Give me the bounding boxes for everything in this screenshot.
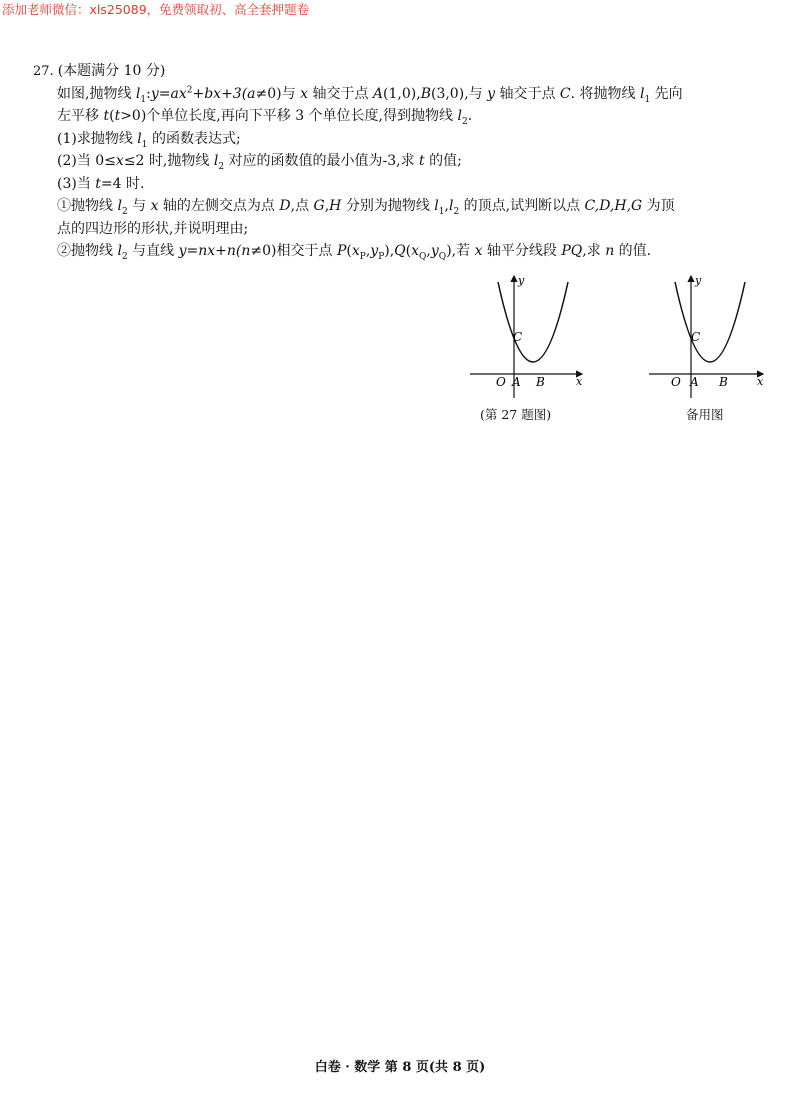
score-note: (本题满分 10 分) bbox=[57, 63, 166, 79]
page-footer: 白卷 · 数学 第 8 页(共 8 页) bbox=[314, 1060, 486, 1075]
point-a-label: A bbox=[512, 375, 521, 389]
problem-stem-line-1: 如图,抛物线 $l_1:y=ax^2+bx+3(a\ne 0)$与 x 轴交于点 A(1,0),B(3,0),与 y 轴交于点 C. 将抛物线 $l_1$ 先向 bbox=[57, 84, 683, 105]
point-b-label: B bbox=[719, 375, 728, 389]
point-a-label: A bbox=[690, 375, 699, 389]
question-3-1-cont: 点的四边形的形状,并说明理由; bbox=[57, 220, 249, 237]
origin-label: O bbox=[496, 375, 506, 389]
problem-27 bbox=[33, 60, 773, 263]
point-c-label: C bbox=[691, 330, 701, 344]
main-figure bbox=[468, 272, 588, 402]
parabola-curve bbox=[675, 282, 745, 362]
x-axis-label: x bbox=[576, 375, 583, 388]
point-b-label: B bbox=[536, 375, 545, 389]
parabola-curve bbox=[498, 282, 568, 362]
origin-label: O bbox=[671, 375, 681, 389]
y-axis-label: y bbox=[518, 274, 525, 287]
y-axis-label: y bbox=[695, 274, 702, 287]
problem-stem-line-2: 左平移 t(t>0)个单位长度,再向下平移 3 个单位长度,得到抛物线 $l_2$. bbox=[57, 108, 473, 127]
question-2: (2)当 0≤x≤2 时,抛物线 $l_2$ 对应的函数值的最小值为-3,求 t 的值; bbox=[57, 153, 462, 172]
question-1: (1)求抛物线 $l_1$ 的函数表达式; bbox=[57, 130, 241, 150]
problem-header bbox=[33, 60, 773, 83]
point-c-label: C bbox=[513, 330, 523, 344]
problem-number: 27. bbox=[33, 64, 54, 79]
question-3-1: ①抛物线 $l_2$ 与 x 轴的左侧交点为点 D,点 G,H 分别为抛物线 $l_1,l_2$ 的顶点,试判断以点 C,D,H,G 为顶 bbox=[57, 198, 675, 217]
question-3: (3)当 t=4 时. bbox=[57, 175, 145, 192]
spare-figure-caption: 备用图 bbox=[686, 407, 724, 422]
spare-figure bbox=[647, 272, 769, 402]
x-axis-label: x bbox=[757, 375, 764, 388]
main-figure-caption: (第 27 题图) bbox=[480, 407, 552, 422]
watermark-text: 添加老师微信：xls25089，免费领取初、高全套押题卷 bbox=[2, 2, 310, 17]
question-3-2: ②抛物线 $l_2$ 与直线 y=nx+n(n≠0)相交于点 $P(x_P,y_P),Q(x_Q,y_Q)$,若 x 轴平分线段 PQ,求 n 的值. bbox=[57, 243, 652, 262]
